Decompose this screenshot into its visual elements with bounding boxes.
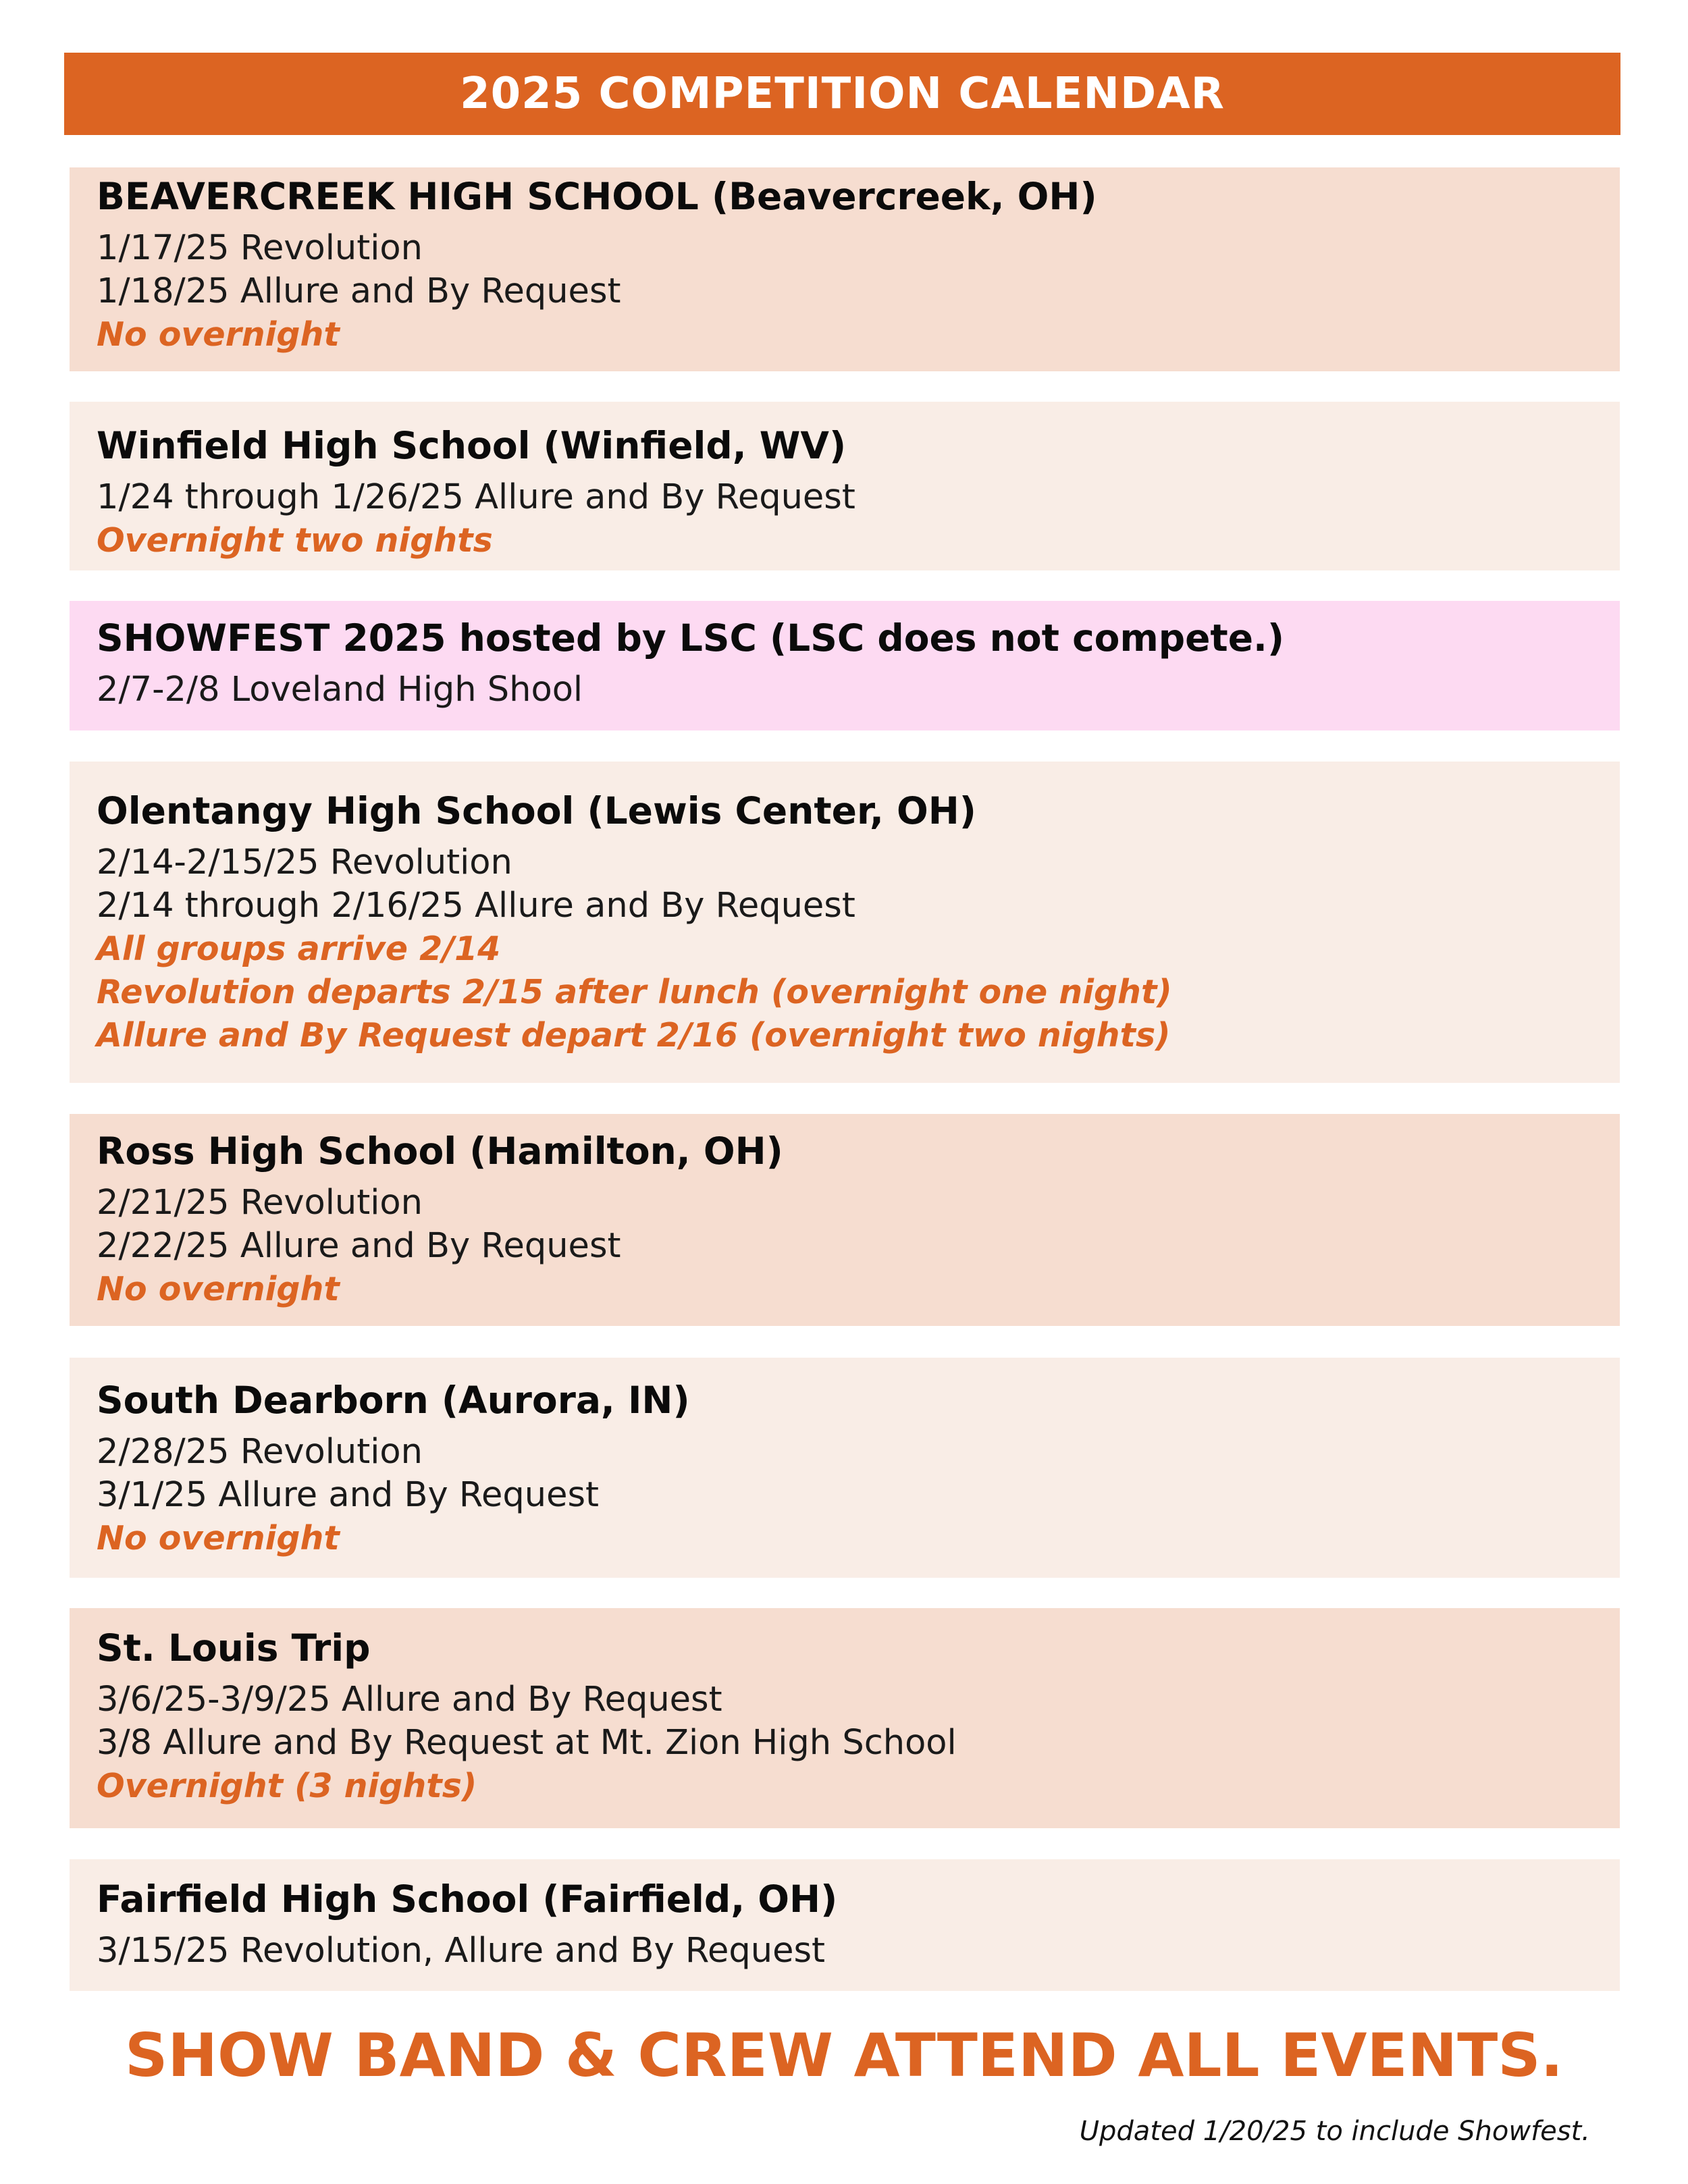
event-overnight-note: Revolution departs 2/15 after lunch (overnight one night) xyxy=(97,973,1172,1011)
event-overnight-note: Overnight two nights xyxy=(97,521,493,560)
event-schedule-line: 3/8 Allure and By Request at Mt. Zion High School xyxy=(97,1723,957,1763)
event-overnight-note: No overnight xyxy=(97,1270,340,1308)
event-schedule-line: 3/15/25 Revolution, Allure and By Request xyxy=(97,1931,826,1971)
page-title: 2025 COMPETITION CALENDAR xyxy=(460,69,1225,119)
event-schedule-line: 3/1/25 Allure and By Request xyxy=(97,1475,600,1515)
event-schedule-line: 2/21/25 Revolution xyxy=(97,1183,423,1223)
event-section-fairfield xyxy=(70,1859,1620,1991)
event-section-ross xyxy=(70,1114,1620,1326)
event-title: SHOWFEST 2025 hosted by LSC (LSC does not compete.) xyxy=(97,616,1285,660)
event-schedule-line: 2/14 through 2/16/25 Allure and By Request xyxy=(97,886,855,926)
event-schedule-line: 2/14-2/15/25 Revolution xyxy=(97,843,512,882)
event-title: BEAVERCREEK HIGH SCHOOL (Beavercreek, OH) xyxy=(97,175,1097,218)
event-section-olentangy xyxy=(70,762,1620,1083)
event-schedule-line: 2/7-2/8 Loveland High Shool xyxy=(97,670,583,710)
event-schedule-line: 1/17/25 Revolution xyxy=(97,228,423,268)
event-arrival-note: All groups arrive 2/14 xyxy=(97,930,501,968)
event-schedule-line: 3/6/25-3/9/25 Allure and By Request xyxy=(97,1680,722,1720)
event-overnight-note: Allure and By Request depart 2/16 (overnight two nights) xyxy=(97,1016,1171,1055)
event-title: South Dearborn (Aurora, IN) xyxy=(97,1379,690,1422)
event-section-winfield xyxy=(70,402,1620,570)
event-overnight-note: Overnight (3 nights) xyxy=(97,1767,477,1805)
event-title: Winfield High School (Winfield, WV) xyxy=(97,424,847,467)
event-schedule-line: 2/28/25 Revolution xyxy=(97,1432,423,1472)
event-title: Ross High School (Hamilton, OH) xyxy=(97,1129,783,1173)
event-title: Olentangy High School (Lewis Center, OH) xyxy=(97,789,976,832)
event-overnight-note: No overnight xyxy=(97,315,340,354)
footer-banner: SHOW BAND & CREW ATTEND ALL EVENTS. xyxy=(124,2021,1564,2090)
event-section-beavercreek xyxy=(70,167,1620,371)
updated-note: Updated 1/20/25 to include Showfest. xyxy=(1079,2116,1590,2147)
event-section-showfest xyxy=(70,601,1620,730)
event-schedule-line: 2/22/25 Allure and By Request xyxy=(97,1226,621,1266)
event-section-st-louis xyxy=(70,1608,1620,1828)
calendar-header-bar xyxy=(64,53,1620,135)
event-title: Fairfield High School (Fairfield, OH) xyxy=(97,1877,838,1921)
event-schedule-line: 1/24 through 1/26/25 Allure and By Request xyxy=(97,477,855,517)
event-schedule-line: 1/18/25 Allure and By Request xyxy=(97,271,621,311)
event-title: St. Louis Trip xyxy=(97,1626,371,1670)
event-section-south-dearborn xyxy=(70,1358,1620,1578)
event-overnight-note: No overnight xyxy=(97,1519,340,1557)
